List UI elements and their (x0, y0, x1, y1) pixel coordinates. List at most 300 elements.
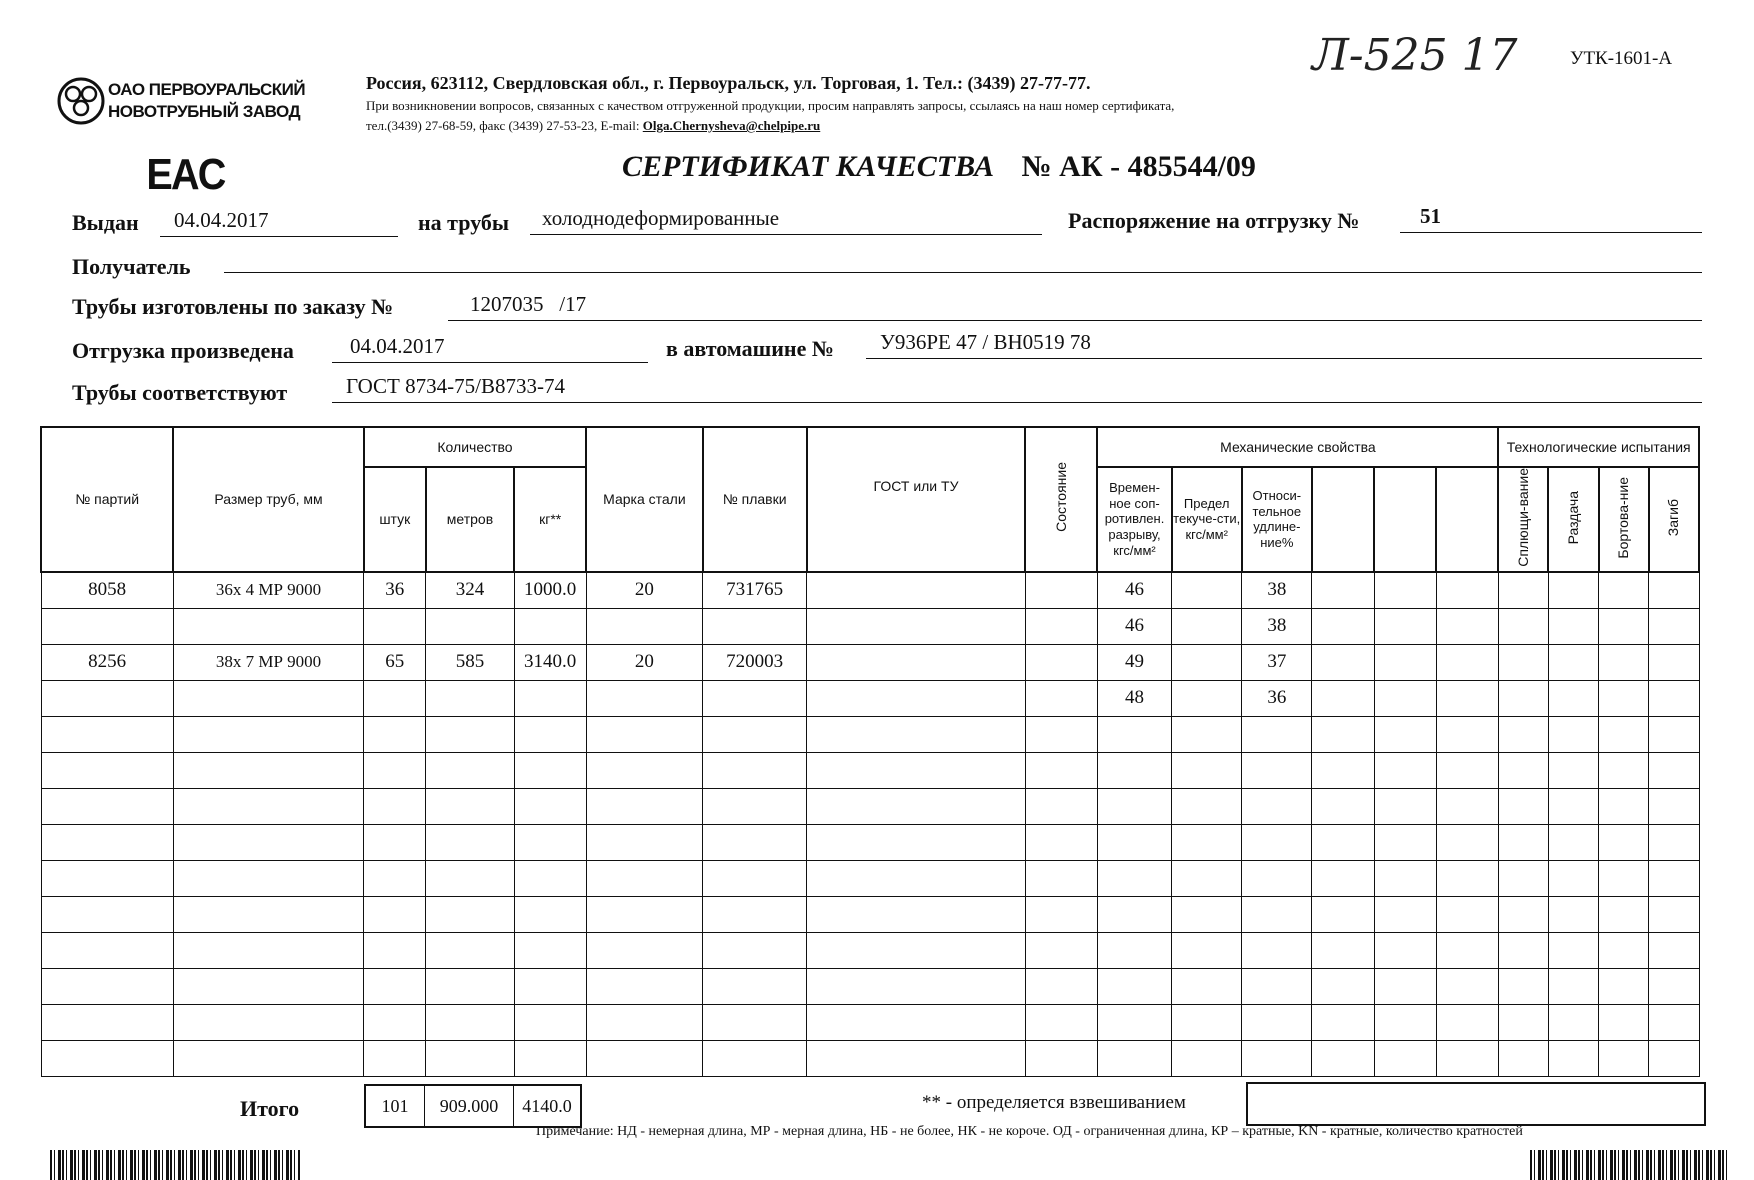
th-yield: Предел текуче-сти, кгс/мм² (1172, 467, 1242, 572)
empty-cell (1498, 1004, 1548, 1040)
empty-cell (1599, 1040, 1649, 1076)
empty-cell (807, 1040, 1026, 1076)
pipes-type (530, 206, 1042, 235)
empty-cell (1498, 860, 1548, 896)
empty-cell (364, 1040, 426, 1076)
empty-cell (1498, 788, 1548, 824)
empty-cell (1599, 752, 1649, 788)
empty-cell (1025, 860, 1097, 896)
total-meters: 909.000 (425, 1086, 514, 1126)
empty-cell (1097, 716, 1171, 752)
empty-cell (364, 788, 426, 824)
empty-cell (1374, 1040, 1436, 1076)
empty-cell (1649, 1004, 1699, 1040)
empty-cell (426, 788, 514, 824)
empty-cell (1548, 1040, 1598, 1076)
empty-cell (173, 860, 363, 896)
empty-cell (1599, 860, 1649, 896)
shipped-label: Отгрузка произведена (72, 338, 294, 363)
empty-cell (1374, 824, 1436, 860)
empty-cell (1498, 716, 1548, 752)
empty-cell (1312, 932, 1374, 968)
notes-box (1246, 1082, 1706, 1126)
truck-label: в автомашине № (666, 336, 834, 361)
empty-cell (1172, 932, 1242, 968)
empty-cell (1097, 824, 1171, 860)
empty-cell (1436, 860, 1498, 896)
empty-cell (173, 752, 363, 788)
empty-cell (807, 716, 1026, 752)
empty-cell (807, 896, 1026, 932)
total-pcs: 101 (366, 1086, 425, 1126)
cell-pcs: 36 (364, 572, 426, 609)
empty-cell (1025, 788, 1097, 824)
th-bend (1649, 467, 1699, 572)
empty-cell (41, 1040, 173, 1076)
empty-cell (514, 788, 586, 824)
company-logo (56, 76, 106, 126)
certificate-title (622, 150, 1256, 184)
th-heat: № плавки (703, 427, 807, 572)
empty-cell (1649, 932, 1699, 968)
empty-cell (1498, 968, 1548, 1004)
comply-label: Трубы соответствуют (72, 380, 288, 405)
empty-cell (426, 860, 514, 896)
empty-cell (1548, 824, 1598, 860)
empty-cell (1097, 932, 1171, 968)
email-link[interactable]: Olga.Chernysheva@chelpipe.ru (642, 118, 821, 133)
empty-cell (1599, 896, 1649, 932)
empty-cell (426, 752, 514, 788)
empty-cell (1097, 968, 1171, 1004)
cell-kg: 1000.0 (514, 572, 586, 609)
cell-elong: 38 (1242, 608, 1312, 644)
empty-cell (1548, 716, 1598, 752)
empty-cell (1025, 1004, 1097, 1040)
empty-cell (1172, 752, 1242, 788)
empty-cell (1374, 752, 1436, 788)
th-gost: ГОСТ или ТУ (807, 427, 1026, 572)
cell-steel: 20 (586, 572, 702, 609)
empty-cell (1025, 968, 1097, 1004)
made-order (448, 292, 1702, 321)
recipient-field (224, 252, 1702, 273)
empty-cell (1649, 896, 1699, 932)
empty-cell (807, 824, 1026, 860)
empty-cell (1374, 860, 1436, 896)
empty-cell (1242, 1040, 1312, 1076)
empty-cell (426, 716, 514, 752)
empty-cell (1025, 752, 1097, 788)
cell-kg: 3140.0 (514, 644, 586, 680)
empty-cell (1498, 824, 1548, 860)
issued-label: Выдан (72, 210, 139, 235)
empty-table-row (41, 1040, 1699, 1076)
table-row (41, 644, 1699, 680)
empty-cell (1172, 824, 1242, 860)
empty-cell (703, 968, 807, 1004)
empty-cell (364, 1004, 426, 1040)
th-batch: № партий (41, 427, 173, 572)
empty-cell (1374, 932, 1436, 968)
empty-cell (1172, 1040, 1242, 1076)
empty-cell (586, 788, 702, 824)
empty-cell (1025, 896, 1097, 932)
empty-cell (1312, 896, 1374, 932)
cell-pcs: 65 (364, 644, 426, 680)
empty-cell (1312, 1004, 1374, 1040)
empty-cell (1599, 932, 1649, 968)
empty-cell (807, 968, 1026, 1004)
empty-cell (1498, 1040, 1548, 1076)
empty-cell (1025, 1040, 1097, 1076)
title-text: СЕРТИФИКАТ КАЧЕСТВА (622, 150, 995, 183)
empty-cell (1436, 1004, 1498, 1040)
pipes-label: на трубы (418, 210, 510, 235)
empty-cell (1172, 860, 1242, 896)
empty-cell (1649, 968, 1699, 1004)
contact-note: При возникновении вопросов, связанных с качеством отгруженной продукции, просим направлять запросы, ссылаясь на наш номер сертификата, (366, 98, 1175, 113)
empty-cell (364, 932, 426, 968)
made-label: Трубы изготовлены по заказу № (72, 294, 394, 319)
shipping-order (1400, 204, 1702, 233)
empty-cell (1025, 824, 1097, 860)
truck-value: У936РЕ 47 / ВН0519 78 (880, 330, 1091, 354)
order-value: 51 (1420, 204, 1441, 228)
certificate-table (40, 426, 1700, 1077)
empty-cell (1242, 1004, 1312, 1040)
empty-cell (1025, 932, 1097, 968)
cell-elong: 37 (1242, 644, 1312, 680)
empty-cell (426, 1040, 514, 1076)
th-mech-extra-1 (1312, 467, 1374, 572)
empty-cell (41, 968, 173, 1004)
empty-cell (173, 788, 363, 824)
empty-cell (1172, 788, 1242, 824)
empty-table-row (41, 788, 1699, 824)
cell-tensile: 49 (1097, 644, 1171, 680)
empty-cell (514, 752, 586, 788)
empty-cell (1242, 752, 1312, 788)
empty-cell (1548, 860, 1598, 896)
th-size: Размер труб, мм (173, 427, 363, 572)
empty-cell (173, 716, 363, 752)
empty-cell (173, 968, 363, 1004)
recipient-label: Получатель (72, 254, 191, 279)
empty-cell (1242, 860, 1312, 896)
empty-cell (703, 896, 807, 932)
cell-meters: 324 (426, 572, 514, 609)
empty-cell (41, 716, 173, 752)
empty-cell (1374, 896, 1436, 932)
company-address: Россия, 623112, Свердловская обл., г. Первоуральск, ул. Торговая, 1. Тел.: (3439) 27-77-77. (366, 73, 1091, 93)
pipes-value: холоднодеформированные (542, 206, 780, 230)
empty-cell (586, 752, 702, 788)
empty-cell (1097, 896, 1171, 932)
th-bend-label: Загиб (1665, 498, 1682, 536)
th-flare (1599, 467, 1649, 572)
empty-cell (703, 1040, 807, 1076)
cell-size: 36х 4 МР 9000 (173, 572, 363, 609)
form-code: УТК-1601-А (1570, 48, 1673, 69)
totals-box (364, 1084, 582, 1128)
cell-batch: 8058 (41, 572, 173, 609)
table-row (41, 680, 1699, 716)
empty-cell (514, 968, 586, 1004)
empty-cell (1312, 752, 1374, 788)
total-kg: 4140.0 (522, 1096, 572, 1116)
empty-cell (586, 860, 702, 896)
empty-cell (1436, 896, 1498, 932)
empty-cell (703, 824, 807, 860)
empty-cell (1312, 716, 1374, 752)
empty-cell (426, 896, 514, 932)
barcode-right (1530, 1150, 1730, 1180)
order-label: Распоряжение на отгрузку № (1068, 208, 1360, 233)
th-mech: Механические свойства (1097, 427, 1498, 467)
th-steel: Марка стали (586, 427, 702, 572)
cell-meters: 585 (426, 644, 514, 680)
empty-cell (1097, 752, 1171, 788)
cell-size: 38х 7 МР 9000 (173, 644, 363, 680)
th-flatten (1498, 467, 1548, 572)
eac-mark: EAC (146, 150, 225, 199)
comply-value: ГОСТ 8734-75/В8733-74 (346, 374, 565, 398)
empty-cell (703, 1004, 807, 1040)
empty-cell (1649, 788, 1699, 824)
th-expand-label: Раздача (1565, 490, 1582, 545)
empty-cell (364, 860, 426, 896)
empty-cell (426, 932, 514, 968)
th-flare-label: Бортова-ние (1615, 476, 1632, 559)
empty-cell (1312, 1040, 1374, 1076)
shipped-date (332, 334, 648, 363)
empty-cell (41, 788, 173, 824)
empty-cell (1498, 932, 1548, 968)
empty-cell (1649, 1040, 1699, 1076)
certificate-number: № АК - 485544/09 (1021, 150, 1256, 183)
empty-cell (514, 860, 586, 896)
handwritten-reference: Л-525 17 (1312, 30, 1518, 81)
barcode-left (50, 1150, 300, 1180)
table-row (41, 572, 1699, 609)
empty-cell (514, 1004, 586, 1040)
cell-tensile: 46 (1097, 608, 1171, 644)
empty-cell (1548, 896, 1598, 932)
empty-cell (1097, 788, 1171, 824)
empty-cell (807, 860, 1026, 896)
empty-cell (1312, 968, 1374, 1004)
footnote: Примечание: НД - немерная длина, МР - мерная длина, НБ - не более, НК - не короче. ОД - ограниченная длина, КР – кратные, KN - кратные, количество кратностей (536, 1124, 1523, 1139)
empty-cell (1436, 968, 1498, 1004)
empty-cell (1548, 968, 1598, 1004)
table-row (41, 608, 1699, 644)
empty-cell (1172, 1004, 1242, 1040)
empty-cell (1312, 860, 1374, 896)
th-expand (1548, 467, 1598, 572)
cell-tensile: 48 (1097, 680, 1171, 716)
th-state-label: Состояние (1052, 462, 1069, 533)
empty-cell (1548, 1004, 1598, 1040)
issued-date (160, 208, 398, 237)
empty-table-row (41, 968, 1699, 1004)
empty-cell (807, 752, 1026, 788)
empty-cell (1599, 716, 1649, 752)
empty-cell (1025, 716, 1097, 752)
empty-cell (586, 968, 702, 1004)
th-quantity: Количество (364, 427, 587, 467)
truck-number (866, 330, 1702, 359)
empty-cell (703, 752, 807, 788)
empty-cell (1436, 1040, 1498, 1076)
contact-line (366, 118, 820, 134)
empty-cell (1097, 1040, 1171, 1076)
empty-cell (1436, 824, 1498, 860)
empty-cell (1374, 968, 1436, 1004)
empty-cell (586, 716, 702, 752)
logo-line-1: ОАО ПЕРВОУРАЛЬСКИЙ (108, 80, 306, 99)
issued-value: 04.04.2017 (174, 208, 269, 232)
empty-cell (41, 1004, 173, 1040)
empty-cell (173, 1040, 363, 1076)
made-value: 1207035 /17 (470, 292, 587, 316)
th-mech-extra-3 (1436, 467, 1498, 572)
cell-batch: 8256 (41, 644, 173, 680)
empty-cell (173, 824, 363, 860)
empty-cell (173, 932, 363, 968)
th-flatten-label: Сплющи-вание (1515, 468, 1532, 567)
empty-cell (173, 1004, 363, 1040)
empty-cell (1242, 968, 1312, 1004)
empty-cell (364, 824, 426, 860)
empty-cell (1548, 788, 1598, 824)
empty-table-row (41, 716, 1699, 752)
empty-cell (1436, 932, 1498, 968)
empty-cell (703, 788, 807, 824)
empty-cell (1242, 716, 1312, 752)
empty-cell (364, 968, 426, 1004)
empty-cell (1374, 788, 1436, 824)
empty-cell (1312, 788, 1374, 824)
empty-cell (1097, 1004, 1171, 1040)
empty-cell (1599, 824, 1649, 860)
cell-heat: 731765 (703, 572, 807, 609)
empty-cell (586, 896, 702, 932)
shipped-value: 04.04.2017 (350, 334, 445, 358)
empty-cell (41, 860, 173, 896)
empty-cell (1374, 716, 1436, 752)
th-state (1025, 427, 1097, 572)
empty-cell (1498, 896, 1548, 932)
empty-cell (1097, 860, 1171, 896)
empty-cell (514, 824, 586, 860)
logo-line-2: НОВОТРУБНЫЙ ЗАВОД (108, 102, 301, 121)
contact-phones: тел.(3439) 27-68-59, факс (3439) 27-53-23, E-mail: (366, 118, 640, 133)
empty-cell (1436, 752, 1498, 788)
empty-cell (1172, 968, 1242, 1004)
cell-elong: 38 (1242, 572, 1312, 609)
empty-cell (1242, 824, 1312, 860)
empty-cell (586, 932, 702, 968)
empty-cell (1242, 788, 1312, 824)
empty-cell (1436, 788, 1498, 824)
empty-cell (426, 968, 514, 1004)
empty-cell (586, 824, 702, 860)
empty-table-row (41, 860, 1699, 896)
empty-cell (1436, 716, 1498, 752)
empty-cell (586, 1040, 702, 1076)
empty-cell (1599, 788, 1649, 824)
empty-table-row (41, 824, 1699, 860)
standard-field (332, 374, 1702, 403)
empty-cell (41, 824, 173, 860)
cell-steel: 20 (586, 644, 702, 680)
empty-table-row (41, 1004, 1699, 1040)
logo-emblem-icon (56, 76, 106, 126)
empty-cell (41, 932, 173, 968)
empty-table-row (41, 932, 1699, 968)
empty-cell (426, 1004, 514, 1040)
th-elong: Относи-тельное удлине-ние% (1242, 467, 1312, 572)
th-meters: метров (426, 467, 514, 572)
empty-cell (703, 932, 807, 968)
empty-cell (514, 1040, 586, 1076)
empty-cell (364, 752, 426, 788)
empty-cell (1649, 716, 1699, 752)
th-mech-extra-2 (1374, 467, 1436, 572)
cell-tensile: 46 (1097, 572, 1171, 609)
empty-cell (1312, 824, 1374, 860)
empty-cell (1172, 716, 1242, 752)
th-kg: кг** (514, 467, 586, 572)
empty-cell (1172, 896, 1242, 932)
empty-cell (1599, 968, 1649, 1004)
empty-cell (1498, 752, 1548, 788)
empty-cell (1649, 860, 1699, 896)
empty-cell (703, 860, 807, 896)
empty-cell (807, 932, 1026, 968)
cell-elong: 36 (1242, 680, 1312, 716)
empty-cell (586, 1004, 702, 1040)
empty-cell (807, 788, 1026, 824)
empty-cell (364, 896, 426, 932)
empty-cell (1374, 1004, 1436, 1040)
empty-table-row (41, 896, 1699, 932)
empty-cell (807, 1004, 1026, 1040)
empty-cell (1649, 824, 1699, 860)
empty-cell (1599, 1004, 1649, 1040)
th-tensile: Времен-ное соп-ротивлен. разрыву, кгс/мм² (1097, 467, 1171, 572)
empty-cell (1548, 752, 1598, 788)
empty-cell (1649, 752, 1699, 788)
weighing-note: ** - определяется взвешиванием (922, 1092, 1186, 1113)
th-pcs: штук (364, 467, 426, 572)
cell-heat: 720003 (703, 644, 807, 680)
empty-cell (41, 752, 173, 788)
totals-label: Итого (240, 1096, 300, 1121)
empty-cell (1548, 932, 1598, 968)
empty-cell (173, 896, 363, 932)
empty-cell (364, 716, 426, 752)
empty-cell (514, 896, 586, 932)
empty-cell (1242, 932, 1312, 968)
empty-cell (1242, 896, 1312, 932)
th-tech: Технологические испытания (1498, 427, 1699, 467)
empty-cell (703, 716, 807, 752)
empty-table-row (41, 752, 1699, 788)
empty-cell (426, 824, 514, 860)
empty-cell (514, 932, 586, 968)
